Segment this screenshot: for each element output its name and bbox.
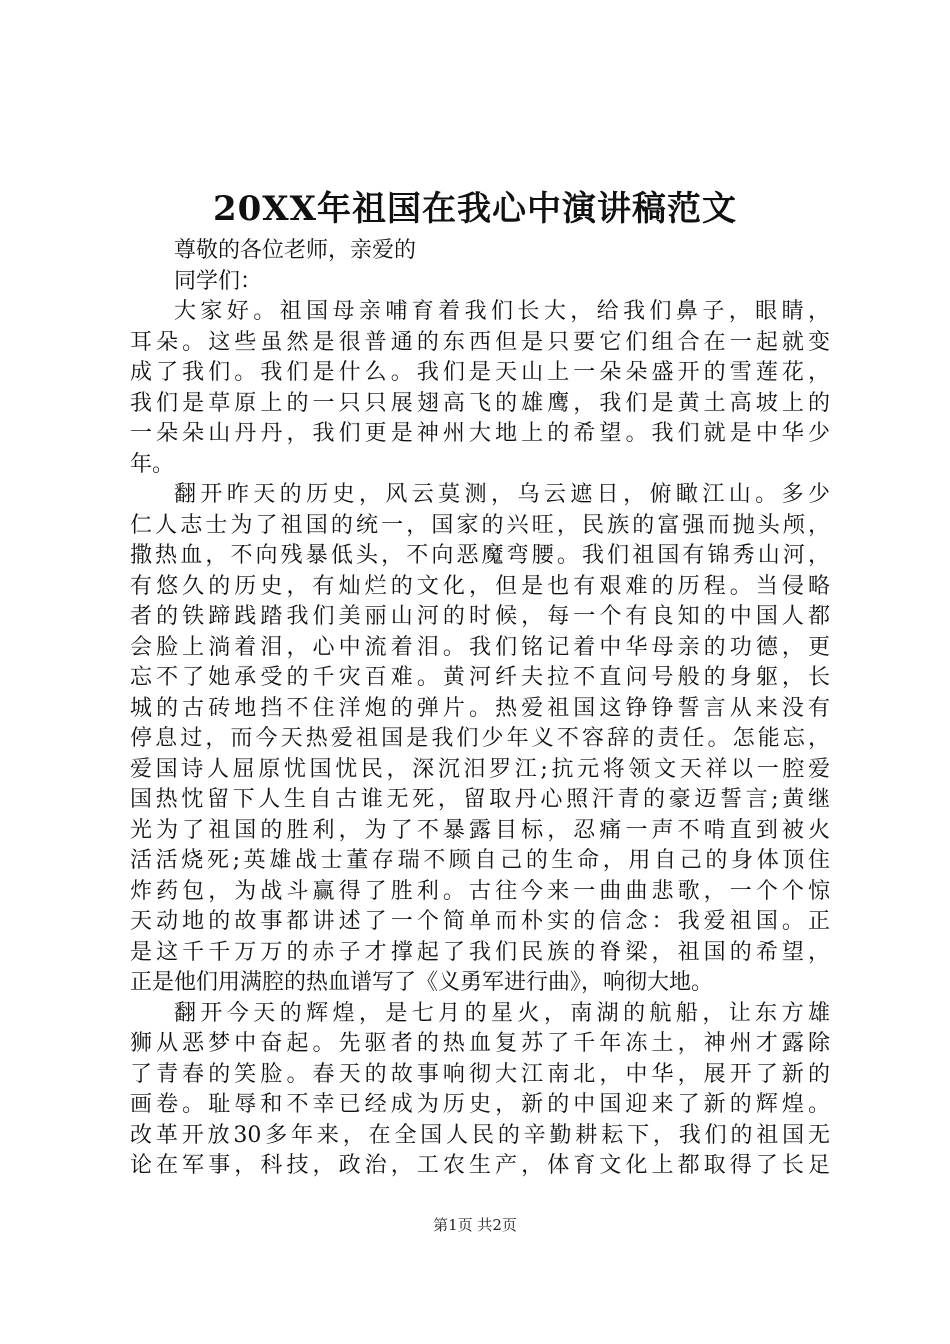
paragraph-3 bbox=[130, 999, 830, 1182]
text-line: 狮从恶梦中奋起。先驱者的热血复苏了千年冻土，神州才露除 bbox=[130, 1031, 830, 1056]
text-line: 成了我们。我们是什么。我们是天山上一朵朵盛开的雪莲花， bbox=[130, 360, 830, 385]
text-line: 是这千千万万的赤子才撑起了我们民族的脊梁，祖国的希望， bbox=[130, 939, 830, 965]
text-line: 天动地的故事都讲述了一个简单而朴实的信念：我爱祖国。正 bbox=[130, 909, 830, 934]
greeting-line: 同学们： bbox=[174, 268, 263, 294]
text-line: 忘不了她承受的千灾百难。黄河纤夫拉不直问号般的身躯，长 bbox=[130, 665, 830, 690]
text-line: 会脸上淌着泪，心中流着泪。我们铭记着中华母亲的功德，更 bbox=[130, 634, 830, 660]
document-title: 20XX年祖国在我心中演讲稿范文 bbox=[212, 189, 738, 229]
text-line: 正是他们用满腔的热血谱写了《义勇军进行曲》，响彻大地。 bbox=[130, 970, 714, 995]
text-line: 耳朵。这些虽然是很普通的东西但是只要它们组合在一起就变 bbox=[130, 329, 830, 355]
text-line: 活活烧死;英雄战士董存瑞不顾自己的生命，用自己的身体顶住 bbox=[130, 848, 830, 873]
text-line: 翻开昨天的历史，风云莫测，乌云遮日，俯瞰江山。多少 bbox=[174, 482, 830, 507]
paragraph-1 bbox=[130, 297, 830, 480]
text-line: 一朵朵山丹丹，我们更是神州大地上的希望。我们就是中华少 bbox=[130, 421, 830, 446]
page-footer: 第1页 共2页 bbox=[433, 1216, 517, 1234]
text-line: 停息过，而今天热爱祖国是我们少年义不容辞的责任。怎能忘， bbox=[130, 726, 830, 751]
text-line: 翻开今天的辉煌，是七月的星火，南湖的航船，让东方雄 bbox=[174, 1000, 830, 1026]
text-line: 爱国诗人屈原忧国忧民，深沉汨罗江;抗元将领文天祥以一腔爱 bbox=[130, 756, 830, 782]
text-line: 城的古砖地挡不住洋炮的弹片。热爱祖国这铮铮誓言从来没有 bbox=[130, 695, 830, 721]
text-line: 了青春的笑脸。春天的故事响彻大江南北，中华，展开了新的 bbox=[130, 1061, 830, 1087]
text-line: 改革开放30多年来，在全国人民的辛勤耕耘下，我们的祖国无 bbox=[130, 1122, 830, 1148]
text-line: 光为了祖国的胜利，为了不暴露目标，忍痛一声不啃直到被火 bbox=[130, 817, 830, 843]
text-line: 炸药包，为战斗赢得了胜利。古往今来一曲曲悲歌，一个个惊 bbox=[130, 878, 830, 904]
text-line: 仁人志士为了祖国的统一，国家的兴旺，民族的富强而抛头颅， bbox=[130, 512, 830, 538]
text-line: 撒热血，不向残暴低头，不向恶魔弯腰。我们祖国有锦秀山河， bbox=[130, 543, 830, 568]
greeting-line: 尊敬的各位老师，亲爱的 bbox=[174, 238, 417, 263]
text-line: 国热忱留下人生自古谁无死，留取丹心照汗青的豪迈誓言;黄继 bbox=[130, 787, 830, 812]
text-line: 年。 bbox=[130, 451, 175, 477]
text-line: 大家好。祖国母亲哺育着我们长大，给我们鼻子，眼睛， bbox=[174, 299, 830, 324]
paragraph-2 bbox=[130, 480, 830, 999]
text-line: 论在军事，科技，政治，工农生产，体育文化上都取得了长足 bbox=[130, 1153, 830, 1178]
text-line: 画卷。耻辱和不幸已经成为历史，新的中国迎来了新的辉煌。 bbox=[130, 1092, 830, 1117]
text-line: 有悠久的历史，有灿烂的文化，但是也有艰难的历程。当侵略 bbox=[130, 573, 830, 599]
text-line: 我们是草原上的一只只展翅高飞的雄鹰，我们是黄土高坡上的 bbox=[130, 390, 830, 416]
text-line: 者的铁蹄践踏我们美丽山河的时候，每一个有良知的中国人都 bbox=[130, 604, 830, 629]
document-body bbox=[130, 236, 830, 1182]
